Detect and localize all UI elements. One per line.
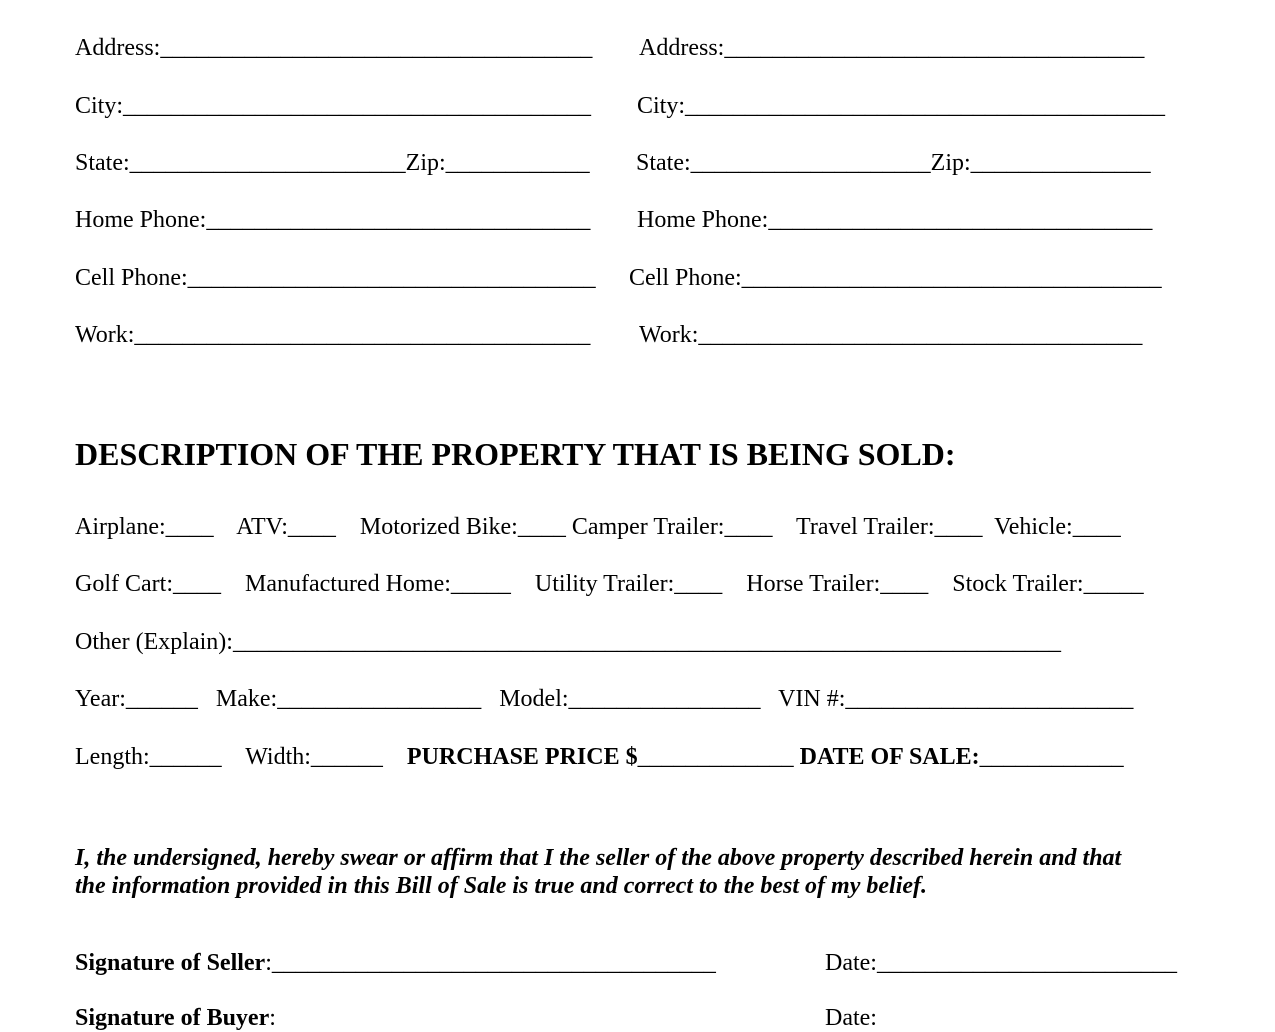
length-width-field[interactable]: Length:______ Width:______ [75, 744, 407, 770]
purchase-price-field[interactable]: _____________ [637, 744, 800, 770]
seller-state-zip-field[interactable]: State:_______________________Zip:____________ [75, 150, 590, 176]
seller-home-phone-field[interactable]: Home Phone:________________________________ [75, 207, 591, 233]
length-width-price-date-row [75, 743, 1124, 771]
buyer-work-field[interactable]: Work:_____________________________________ [639, 322, 1143, 348]
property-type-row-2[interactable]: Golf Cart:____ Manufactured Home:_____ Utility Trailer:____ Horse Trailer:____ Stock Trailer:_____ [75, 571, 1144, 597]
seller-cell-phone-field[interactable]: Cell Phone:__________________________________ [75, 265, 596, 291]
buyer-state-zip-field[interactable]: State:____________________Zip:_______________ [636, 150, 1151, 176]
date-of-sale-label: DATE OF SALE: [799, 744, 980, 770]
seller-signature-date-field[interactable]: Date:_________________________ [825, 950, 1177, 976]
buyer-signature-label: Signature of Buyer [75, 1005, 270, 1031]
seller-signature-field[interactable]: :_____________________________________ [265, 950, 716, 976]
seller-address-field[interactable]: Address:____________________________________ [75, 35, 593, 61]
buyer-signature-date-field[interactable]: Date: [825, 1005, 877, 1031]
date-of-sale-field[interactable]: ____________ [979, 744, 1124, 770]
seller-city-field[interactable]: City:_______________________________________ [75, 93, 592, 119]
property-type-row-1[interactable]: Airplane:____ ATV:____ Motorized Bike:____ Camper Trailer:____ Travel Trailer:____ Vehicle:____ [75, 514, 1121, 540]
seller-signature-label: Signature of Seller [75, 950, 266, 976]
buyer-signature-field[interactable]: : [269, 1005, 276, 1031]
buyer-address-field[interactable]: Address:___________________________________ [639, 35, 1145, 61]
buyer-home-phone-field[interactable]: Home Phone:________________________________ [637, 207, 1153, 233]
affirmation-line-1: I, the undersigned, hereby swear or affirm that I the seller of the above property described herein and that [75, 845, 1122, 871]
property-description-heading: DESCRIPTION OF THE PROPERTY THAT IS BEING SOLD: [75, 436, 956, 472]
purchase-price-label: PURCHASE PRICE $ [406, 744, 638, 770]
buyer-city-field[interactable]: City:________________________________________ [637, 93, 1166, 119]
other-explain-field[interactable]: Other (Explain):_____________________________________________________________________ [75, 629, 1061, 655]
affirmation-line-2: the information provided in this Bill of Sale is true and correct to the best of my belief. [75, 873, 927, 899]
seller-work-field[interactable]: Work:______________________________________ [75, 322, 591, 348]
seller-signature-row [75, 949, 716, 977]
buyer-signature-row [75, 1004, 276, 1032]
buyer-cell-phone-field[interactable]: Cell Phone:___________________________________ [629, 265, 1162, 291]
year-make-model-vin-row[interactable]: Year:______ Make:_________________ Model:________________ VIN #:________________________ [75, 686, 1134, 712]
